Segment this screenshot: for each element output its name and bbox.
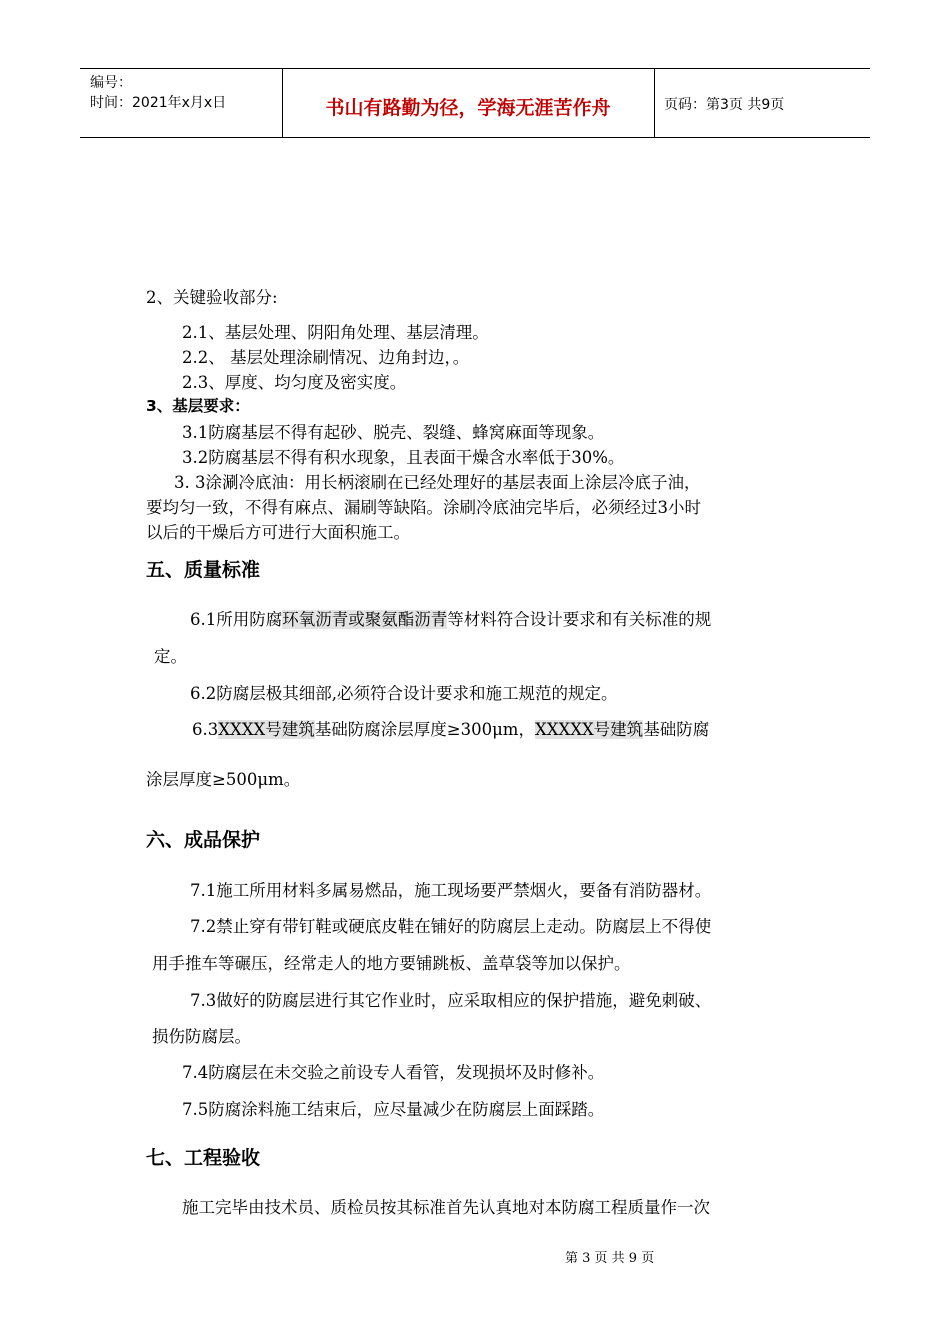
header-page-info: 页码：第3页 共9页 <box>664 97 785 113</box>
text: 基础防腐涂层厚度≥300μm， <box>314 720 535 739</box>
highlighted-text: XXXXX号建筑 <box>534 720 644 739</box>
section-7-heading: 七、工程验收 <box>146 1147 261 1169</box>
document-header <box>80 68 870 138</box>
highlighted-text: 环氧沥青或聚氨酯沥青 <box>282 610 448 629</box>
section-6-para: 7.2禁止穿有带钉鞋或硬底皮鞋在铺好的防腐层上走动。防腐层上不得使 <box>190 917 712 936</box>
section-3-item: 3. 3涂涮冷底油：用长柄滚刷在已经处理好的基层表面上涂层冷底子油， <box>174 473 701 492</box>
section-2-item: 2.3、厚度、均匀度及密实度。 <box>182 373 407 392</box>
header-number: 编号： <box>90 75 132 91</box>
header-meta <box>90 73 226 113</box>
header-motto: 书山有路勤为径，学海无涯苦作舟 <box>325 97 611 119</box>
section-5-heading: 五、质量标准 <box>146 559 261 581</box>
section-5-para-cont: 定。 <box>154 647 187 666</box>
section-6-para: 7.3做好的防腐层进行其它作业时，应采取相应的保护措施，避免刺破、 <box>190 991 712 1010</box>
section-7-para: 施工完毕由技术员、质检员按其标准首先认真地对本防腐工程质量作一次 <box>182 1198 710 1217</box>
section-3-item: 3.1防腐基层不得有起砂、脱壳、裂缝、蜂窝麻面等现象。 <box>182 423 605 442</box>
section-6-para: 7.4防腐层在未交验之前设专人看管，发现损坏及时修补。 <box>182 1063 605 1082</box>
section-5-para: 6.2防腐层极其细部,必须符合设计要求和施工规范的规定。 <box>190 684 618 703</box>
header-date: 时间：2021年x月x日 <box>90 95 227 111</box>
section-5-para-cont: 涂层厚度≥500μm。 <box>146 770 301 789</box>
header-divider <box>654 69 655 137</box>
section-6-heading: 六、成品保护 <box>146 829 261 851</box>
section-6-para-cont: 用手推车等碾压，经常走人的地方要铺跳板、盖草袋等加以保护。 <box>152 954 631 973</box>
section-3-item: 3.2防腐基层不得有积水现象，且表面干燥含水率低于30%。 <box>182 448 625 467</box>
section-6-para: 7.1施工所用材料多属易燃品，施工现场要严禁烟火，要备有消防器材。 <box>190 881 712 900</box>
text: 等材料符合设计要求和有关标准的规 <box>447 610 712 629</box>
text: 6.3 <box>192 720 219 739</box>
highlighted-text: XXXX号建筑 <box>218 720 315 739</box>
section-5-para <box>192 716 709 740</box>
section-2-item: 2.2、 基层处理涂刷情况、边角封边，。 <box>182 348 470 367</box>
text: 6.1所用防腐 <box>190 610 283 629</box>
section-6-para-cont: 损伤防腐层。 <box>152 1027 251 1046</box>
section-3-item-cont: 以后的干燥后方可进行大面积施工。 <box>146 523 410 542</box>
text: 基础防腐 <box>643 720 710 739</box>
section-5-para <box>190 606 711 630</box>
section-3-title: 3、基层要求： <box>146 397 250 415</box>
page-footer: 第 3 页 共 9 页 <box>565 1251 655 1266</box>
section-6-para: 7.5防腐涂料施工结束后，应尽量减少在防腐层上面踩踏。 <box>182 1100 605 1119</box>
section-3-item-cont: 要均匀一致，不得有麻点、漏刷等缺陷。涂刷冷底油完毕后，必须经过3小时 <box>146 498 701 517</box>
section-2-title: 2、关键验收部分: <box>146 288 278 307</box>
section-2-item: 2.1、基层处理、阴阳角处理、基层清理。 <box>182 323 489 342</box>
